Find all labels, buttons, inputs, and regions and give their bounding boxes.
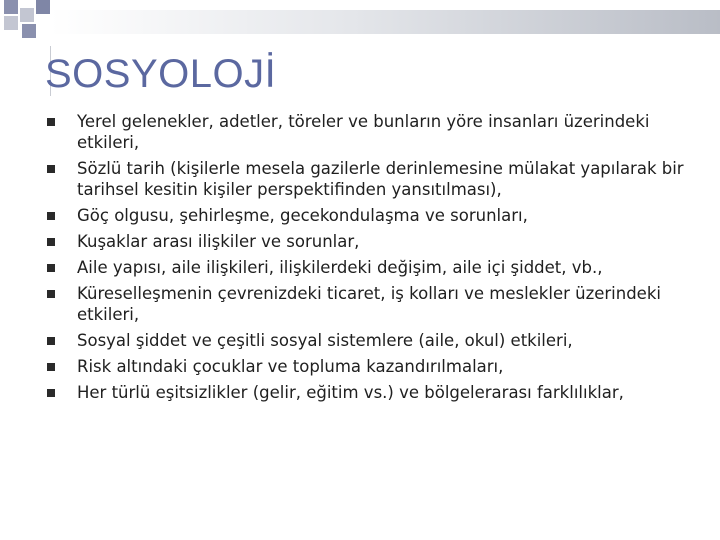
slide-title: SOSYOLOJİ xyxy=(45,52,277,96)
square-bullet-icon xyxy=(47,238,55,246)
list-item-text: Risk altındaki çocuklar ve topluma kazandırılmaları, xyxy=(77,357,504,376)
list-item xyxy=(43,158,713,200)
square-bullet-icon xyxy=(47,264,55,272)
bullet-list xyxy=(43,111,713,408)
decor-square-icon xyxy=(36,0,50,14)
list-item xyxy=(43,257,713,278)
list-item xyxy=(43,382,713,403)
list-item-text: Sosyal şiddet ve çeşitli sosyal sistemlere (aile, okul) etkileri, xyxy=(77,331,573,350)
list-item xyxy=(43,283,713,325)
list-item-text: Kuşaklar arası ilişkiler ve sorunlar, xyxy=(77,232,360,251)
square-bullet-icon xyxy=(47,212,55,220)
list-item xyxy=(43,231,713,252)
decor-square-icon xyxy=(4,16,18,30)
list-item-text: Sözlü tarih (kişilerle mesela gazilerle derinlemesine mülakat yapılarak bir tarihsel kesitin kişiler perspektifinden yansıtılması), xyxy=(77,159,684,199)
list-item-text: Göç olgusu, şehirleşme, gecekondulaşma ve sorunları, xyxy=(77,206,528,225)
list-item-text: Yerel gelenekler, adetler, töreler ve bunların yöre insanları üzerindeki etkileri, xyxy=(77,112,650,152)
list-item xyxy=(43,205,713,226)
square-bullet-icon xyxy=(47,118,55,126)
header-gradient-bar xyxy=(50,10,720,34)
list-item xyxy=(43,330,713,351)
square-bullet-icon xyxy=(47,337,55,345)
square-bullet-icon xyxy=(47,363,55,371)
decor-square-icon xyxy=(22,24,36,38)
square-bullet-icon xyxy=(47,165,55,173)
square-bullet-icon xyxy=(47,389,55,397)
decor-square-icon xyxy=(20,8,34,22)
list-item-text: Her türlü eşitsizlikler (gelir, eğitim vs.) ve bölgelerarası farklılıklar, xyxy=(77,383,624,402)
list-item-text: Aile yapısı, aile ilişkileri, ilişkilerdeki değişim, aile içi şiddet, vb., xyxy=(77,258,603,277)
list-item xyxy=(43,356,713,377)
list-item xyxy=(43,111,713,153)
list-item-text: Küreselleşmenin çevrenizdeki ticaret, iş kolları ve meslekler üzerindeki etkileri, xyxy=(77,284,661,324)
square-bullet-icon xyxy=(47,290,55,298)
decor-square-icon xyxy=(4,0,18,14)
